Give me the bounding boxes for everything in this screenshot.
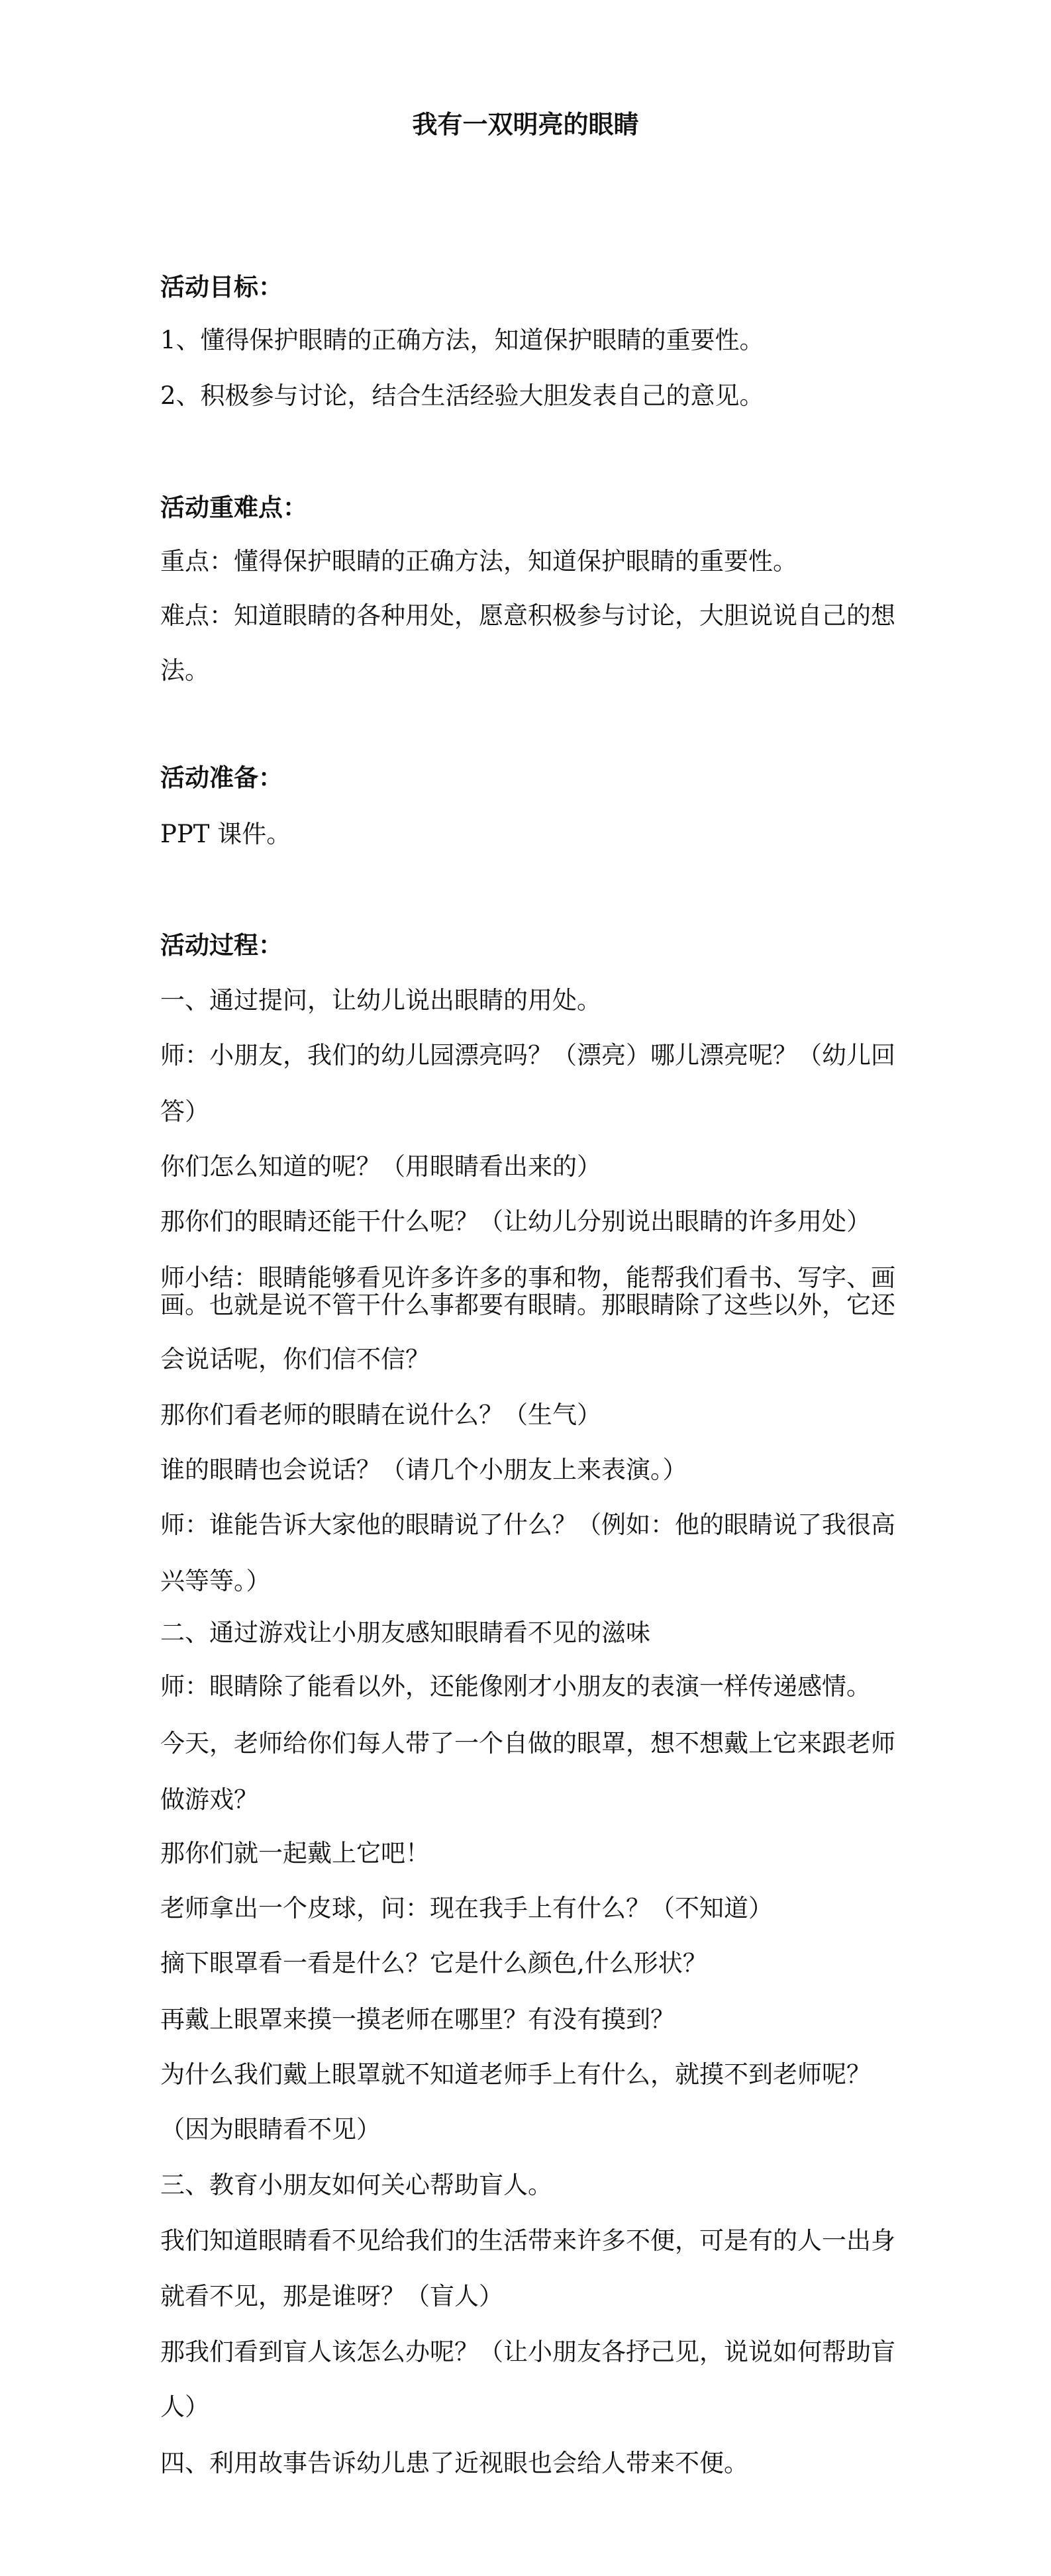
text-line: 答）: [160, 1097, 209, 1126]
text-line: 你们怎么知道的呢？（用眼睛看出来的）: [160, 1152, 601, 1181]
text-line: 兴等等。）: [160, 1567, 271, 1595]
text-line: 那你们的眼睛还能干什么呢？（让幼儿分别说出眼睛的许多用处）: [160, 1207, 871, 1236]
text-line: 人）: [160, 2393, 209, 2421]
text-line: 师：眼睛除了能看以外，还能像刚才小朋友的表演一样传递感情。: [160, 1672, 871, 1701]
text-line: 那你们看老师的眼睛在说什么？（生气）: [160, 1401, 601, 1429]
section-heading-process: 活动过程：: [160, 930, 283, 960]
section-heading-preparation: 活动准备：: [160, 763, 283, 792]
text-line: 师：小朋友，我们的幼儿园漂亮吗？（漂亮）哪儿漂亮呢？（幼儿回: [160, 1041, 895, 1069]
document-title: 我有一双明亮的眼睛: [412, 109, 639, 139]
text-line: 2、积极参与讨论，结合生活经验大胆发表自己的意见。: [160, 381, 764, 410]
text-line: 再戴上眼罩来摸一摸老师在哪里？有没有摸到？: [160, 2005, 675, 2034]
text-line: 为什么我们戴上眼罩就不知道老师手上有什么，就摸不到老师呢？: [160, 2060, 871, 2089]
text-line: 师小结：眼睛能够看见许多许多的事和物，能帮我们看书、写字、画: [160, 1263, 895, 1292]
text-line: 做游戏？: [160, 1785, 258, 1814]
text-line: PPT 课件。: [160, 820, 291, 848]
text-line: 师：谁能告诉大家他的眼睛说了什么？（例如：他的眼睛说了我很高: [160, 1511, 895, 1539]
text-line: 那你们就一起戴上它吧！: [160, 1839, 430, 1867]
text-line: 法。: [160, 656, 209, 685]
text-line: 那我们看到盲人该怎么办呢？（让小朋友各抒己见，说说如何帮助盲: [160, 2338, 895, 2366]
text-line: 重点：懂得保护眼睛的正确方法，知道保护眼睛的重要性。: [160, 547, 797, 575]
text-line: 就看不见，那是谁呀？（盲人）: [160, 2282, 503, 2310]
text-line: 会说话呢，你们信不信？: [160, 1345, 430, 1373]
text-line: 三、教育小朋友如何关心帮助盲人。: [160, 2171, 552, 2199]
text-line: 老师拿出一个皮球，问：现在我手上有什么？（不知道）: [160, 1894, 773, 1922]
text-line: 二、通过游戏让小朋友感知眼睛看不见的滋味: [160, 1618, 650, 1647]
text-line: （因为眼睛看不见）: [160, 2115, 381, 2144]
section-heading-goals: 活动目标：: [160, 272, 283, 301]
text-line: 谁的眼睛也会说话？（请几个小朋友上来表演。）: [160, 1456, 687, 1484]
text-line: 四、利用故事告诉幼儿患了近视眼也会给人带来不便。: [160, 2449, 748, 2477]
text-line: 今天，老师给你们每人带了一个自做的眼罩，想不想戴上它来跟老师: [160, 1729, 895, 1758]
section-heading-key-points: 活动重难点：: [160, 493, 307, 522]
text-line: 一、通过提问，让幼儿说出眼睛的用处。: [160, 986, 601, 1015]
text-line: 画。也就是说不管干什么事都要有眼睛。那眼睛除了这些以外，它还: [160, 1291, 895, 1319]
text-line: 我们知道眼睛看不见给我们的生活带来许多不便，可是有的人一出身: [160, 2226, 895, 2255]
text-line: 摘下眼罩看一看是什么？它是什么颜色,什么形状？: [160, 1949, 707, 1977]
text-line: 难点：知道眼睛的各种用处，愿意积极参与讨论，大胆说说自己的想: [160, 601, 895, 630]
text-line: 1、懂得保护眼睛的正确方法，知道保护眼睛的重要性。: [160, 326, 764, 354]
